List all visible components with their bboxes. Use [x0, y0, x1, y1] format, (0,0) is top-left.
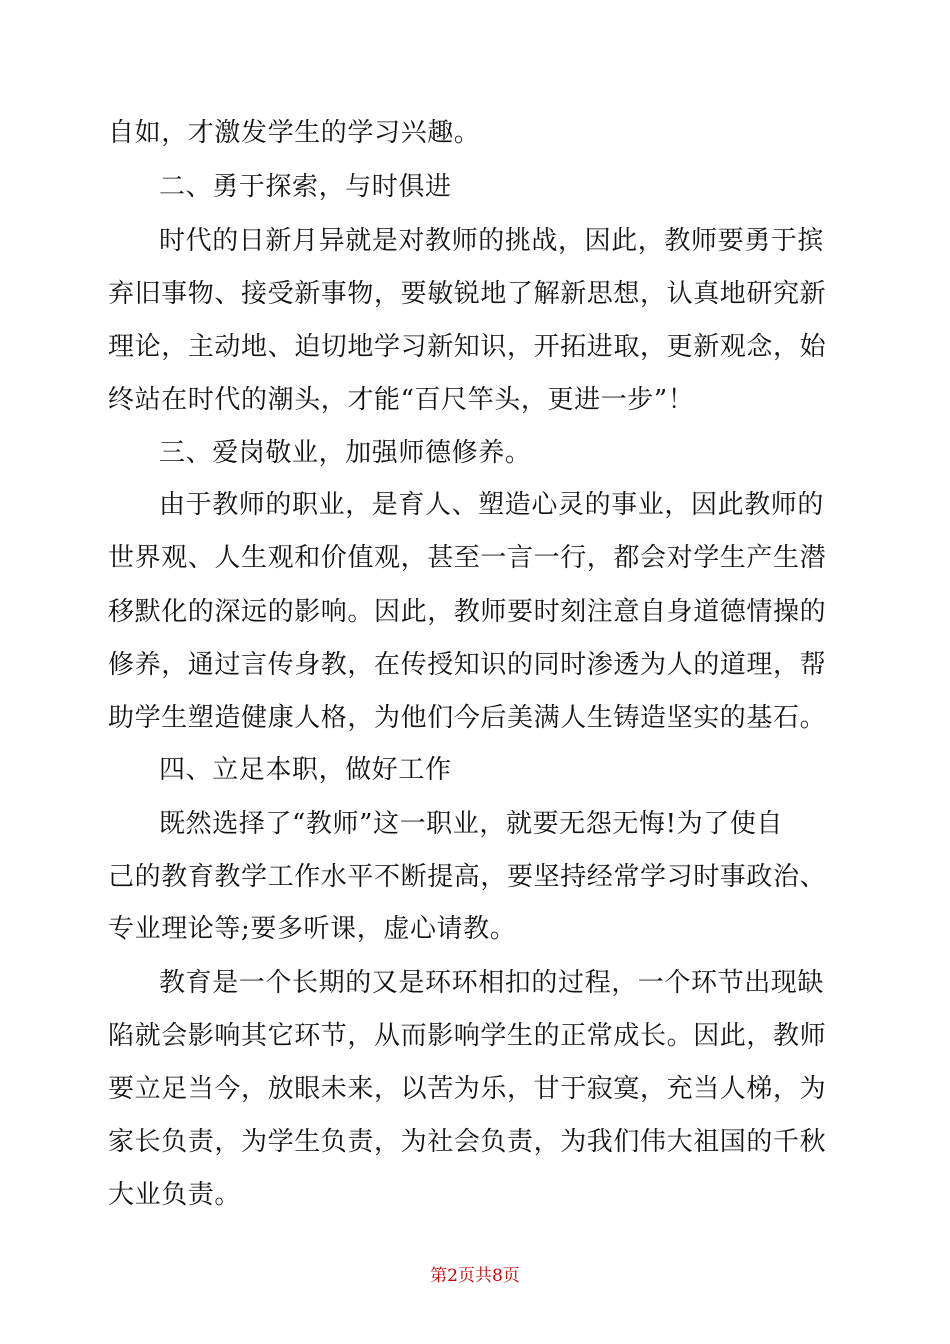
body-line: 助学生塑造健康人格，为他们今后美满人生铸造坚实的基石。 — [108, 703, 827, 733]
paragraph-first-line: 既然选择了“教师”这一职业，就要无怨无悔!为了使自 — [159, 809, 784, 839]
paragraph-first-line: 教育是一个长期的又是环环相扣的过程，一个环节出现缺 — [159, 968, 825, 998]
body-line: 陷就会影响其它环节，从而影响学生的正常成长。因此，教师 — [108, 1021, 827, 1051]
section-heading: 四、立足本职，做好工作 — [159, 755, 452, 785]
body-line: 专业理论等;要多听课，虚心请教。 — [108, 914, 517, 944]
paragraph-first-line: 时代的日新月异就是对教师的挑战，因此，教师要勇于摈 — [159, 226, 825, 256]
body-line: 弃旧事物、接受新事物，要敏锐地了解新思想，认真地研究新 — [108, 279, 827, 309]
paragraph-first-line: 由于教师的职业，是育人、塑造心灵的事业，因此教师的 — [159, 490, 825, 520]
body-line: 世界观、人生观和价值观，甚至一言一行，都会对学生产生潜 — [108, 543, 827, 573]
body-line: 移默化的深远的影响。因此，教师要时刻注意自身道德情操的 — [108, 597, 827, 627]
section-heading: 三、爱岗敬业，加强师德修养。 — [159, 438, 532, 468]
body-line: 修养，通过言传身教，在传授知识的同时渗透为人的道理，帮 — [108, 650, 827, 680]
body-line: 己的教育教学工作水平不断提高，要坚持经常学习时事政治、 — [108, 862, 827, 892]
page-number-footer: 第2页共8页 — [430, 1266, 520, 1286]
body-line: 大业负责。 — [108, 1180, 242, 1210]
section-heading: 二、勇于探索，与时俱进 — [159, 172, 452, 202]
body-line: 终站在时代的潮头，才能“百尺竿头，更进一步”！ — [108, 385, 695, 415]
body-line: 要立足当今，放眼未来，以苦为乐，甘于寂寞，充当人梯，为 — [108, 1074, 827, 1104]
body-line: 理论，主动地、迫切地学习新知识，开拓进取，更新观念，始 — [108, 332, 827, 362]
body-line: 家长负责，为学生负责，为社会负责，为我们伟大祖国的千秋 — [108, 1127, 827, 1157]
body-line: 自如，才激发学生的学习兴趣。 — [108, 118, 481, 148]
